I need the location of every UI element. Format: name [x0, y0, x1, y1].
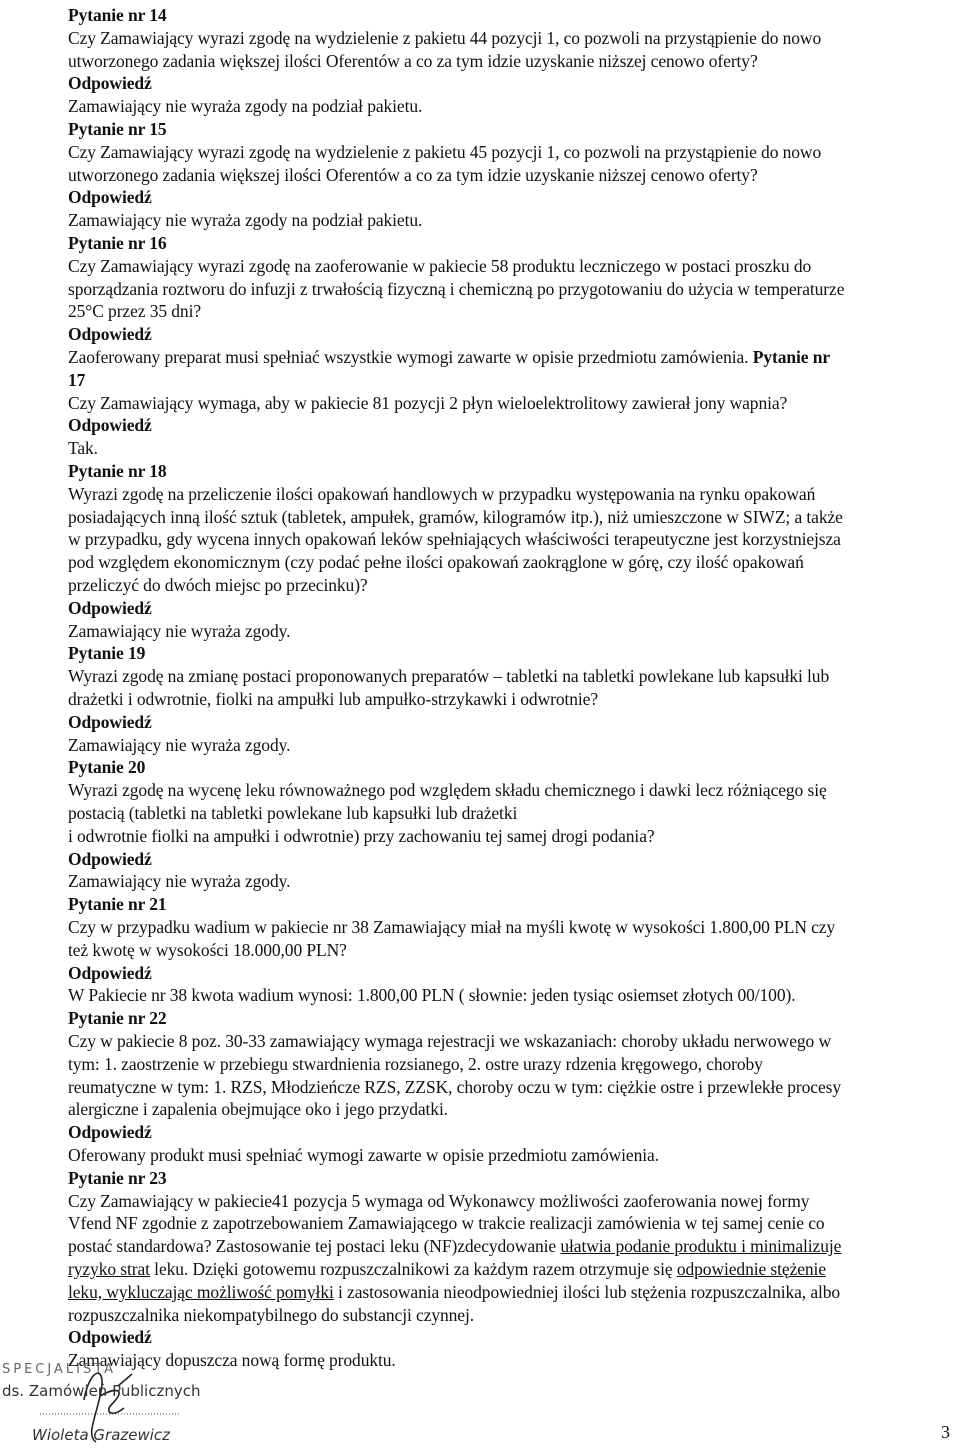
line-text: Odpowiedź [68, 711, 152, 732]
line-text: postać standardowa? Zastosowanie tej postaci leku (NF)zdecydowanie [68, 1236, 561, 1257]
stamp-subtitle: ds. Zamówień Publicznych [2, 1382, 201, 1400]
text-line [68, 551, 804, 573]
line-text: Pytanie nr 21 [68, 894, 167, 915]
inline-heading: Pytanie nr [748, 347, 830, 367]
line-text: Zaoferowany preparat musi spełniać wszystkie wymogi zawarte w opisie przedmiotu zamówienia. [68, 347, 749, 367]
text-line [68, 209, 422, 231]
line-text: w przypadku, gdy wycena innych opakowań leków spełniających właściwości terapeutyczne jest korzystniejsza [68, 529, 841, 550]
text-line [68, 392, 787, 414]
text-line [68, 27, 821, 49]
text-line [68, 620, 290, 642]
line-text: Oferowany produkt musi spełniać wymogi zawarte w opisie przedmiotu zamówienia. [68, 1145, 659, 1165]
heading-line [68, 756, 145, 778]
line-text: Czy Zamawiający wyrazi zgodę na wydzielenie z pakietu 45 pozycji 1, co pozwoli na przystąpienie do nowo [68, 141, 822, 162]
line-text: Odpowiedź [68, 597, 152, 618]
text-line [68, 164, 758, 186]
line-text: Zamawiający nie wyraża zgody na podział pakietu. [68, 96, 423, 117]
text-line [68, 50, 758, 72]
text-line [68, 1190, 809, 1212]
line-text: leku. Dzięki gotowemu rozpuszczalnikowi za każdym razem otrzymuje się [149, 1259, 677, 1279]
line-text: tym: 1. zaostrzenie w przebiegu stwardnienia rozsianego, 2. ostre urazy rdzenia kręgowego, choroby [68, 1053, 763, 1074]
heading-line [68, 460, 167, 482]
line-text: pod względem ekonomicznym (czy podać pełne ilości opakowań zaokrąglone w górę, czy ilość opakowań [68, 552, 804, 573]
line-text: Odpowiedź [68, 1327, 152, 1348]
line-text: Zamawiający nie wyraża zgody na podział pakietu. [68, 210, 423, 231]
line-text: Pytanie nr 22 [68, 1008, 167, 1029]
line-text: Tak. [68, 438, 98, 459]
heading-line [68, 597, 152, 619]
line-text: Czy w pakiecie 8 poz. 30-33 zamawiający wymaga rejestracji we wskazaniach: choroby układu nerwowego w [68, 1031, 832, 1051]
line-text: alergiczne i zapalenia obejmujące oko i jego przydatki. [68, 1099, 448, 1120]
underlined-text: ryzyko strat [68, 1259, 150, 1279]
heading-line [68, 118, 167, 140]
text-line [68, 665, 829, 687]
line-text: Pytanie 19 [68, 643, 146, 664]
text-line [68, 483, 815, 505]
line-text: Zamawiający nie wyraża zgody. [68, 620, 291, 641]
text-line [68, 939, 347, 961]
line-text: reumatyczne w tym: 1. RZS, Młodzieńcze RZS, ZZSK, choroby oczu w tym: ciężkie ostre i przewlekłe procesy [68, 1076, 841, 1097]
line-text: Odpowiedź [68, 962, 152, 983]
heading-line [68, 72, 152, 94]
heading-line [68, 323, 152, 345]
text-line [68, 95, 422, 117]
line-text: też kwotę w wysokości 18.000,00 PLN? [68, 939, 347, 960]
underlined-text: ułatwia podanie produktu i minimalizuje [560, 1236, 842, 1257]
line-text: Odpowiedź [68, 1122, 152, 1143]
line-text: Zamawiający nie wyraża zgody. [68, 871, 291, 892]
line-text: Odpowiedź [68, 324, 152, 345]
line-text: Vfend NF zgodnie z zapotrzebowaniem Zamawiającego w trakcie realizacji zamówienia w tej samej cenie co [68, 1213, 825, 1234]
line-text: Odpowiedź [68, 73, 152, 94]
text-line [68, 346, 830, 368]
heading-line [68, 1121, 152, 1143]
heading-line [68, 414, 152, 436]
text-line [68, 1144, 659, 1166]
line-text: 25°C przez 35 dni? [68, 301, 202, 322]
underlined-text: odpowiednie stężenie [676, 1259, 826, 1279]
line-text: drażetki i odwrotnie, fiolki na ampułki lub ampułko-strzykawki i odwrotnie? [68, 689, 599, 709]
heading-line [68, 4, 167, 26]
line-text: i zastosowania nieodpowiedniej ilości lub stężenia rozpuszczalnika, albo [333, 1281, 841, 1302]
line-text: Czy Zamawiający w pakiecie41 pozycja 5 wymaga od Wykonawcy możliwości zaoferowania nowej formy [68, 1190, 810, 1211]
underlined-text: leku, wykluczając możliwość pomyłki [68, 1281, 334, 1302]
text-line [68, 802, 517, 824]
line-text: Zamawiający nie wyraża zgody. [68, 734, 291, 755]
line-text: Pytanie 20 [68, 757, 146, 778]
heading-line [68, 893, 167, 915]
heading-line [68, 1167, 167, 1189]
line-text: Pytanie nr 16 [68, 233, 167, 253]
line-text: Pytanie nr 23 [68, 1167, 167, 1188]
text-line [68, 916, 835, 938]
heading-line [68, 1326, 152, 1348]
line-text: Czy Zamawiający wyrazi zgodę na wydzielenie z pakietu 44 pozycji 1, co pozwoli na przystąpienie do nowo [68, 27, 822, 48]
text-line [68, 1030, 831, 1052]
heading-line [68, 848, 152, 870]
signature-stamp [0, 1356, 240, 1448]
heading-line [68, 232, 167, 254]
line-text: utworzonego zadania większej ilości Oferentów a co za tym idzie uzyskanie niższej cenowo oferty? [68, 164, 758, 185]
line-text: 17 [68, 369, 86, 390]
heading-line [68, 186, 152, 208]
heading-line [68, 962, 152, 984]
text-line [68, 1235, 841, 1257]
line-text: postacią (tabletki na tabletki powlekane lub kapsułki lub drażetki [68, 803, 518, 823]
text-line [68, 825, 655, 847]
text-line [68, 255, 811, 277]
text-line [68, 870, 290, 892]
text-line [68, 1098, 448, 1120]
text-line [68, 141, 821, 163]
line-text: utworzonego zadania większej ilości Oferentów a co za tym idzie uzyskanie niższej cenowo oferty? [68, 50, 758, 71]
line-text: Czy Zamawiający wyrazi zgodę na zaoferowanie w pakiecie 58 produktu leczniczego w postaci proszku do [68, 255, 812, 276]
text-line [68, 984, 795, 1006]
line-text: Czy w przypadku wadium w pakiecie nr 38 Zamawiający miał na myśli kwotę w wysokości 1.800,00 PLN czy [68, 917, 836, 937]
text-line [68, 1076, 841, 1098]
text-line [68, 779, 827, 801]
line-text: Pytanie nr 18 [68, 461, 167, 481]
heading-line [68, 711, 152, 733]
line-text: Pytanie nr 15 [68, 119, 167, 139]
line-text: Pytanie nr 14 [68, 5, 167, 25]
heading-line [68, 642, 145, 664]
text-line [68, 734, 290, 756]
stamp-title: SPECJALISTA [2, 1362, 117, 1377]
line-text: i odwrotnie fiolki na ampułki i odwrotnie) przy zachowaniu tej samej drogi podania? [68, 825, 655, 846]
text-line [68, 437, 98, 459]
text-line [68, 1281, 840, 1303]
line-text: Czy Zamawiający wymaga, aby w pakiecie 81 pozycji 2 płyn wieloelektrolitowy zawierał jony wapnia? [68, 392, 788, 413]
text-line [68, 1212, 825, 1234]
line-text: przeliczyć do dwóch miejsc po przecinku)? [68, 575, 368, 595]
text-line [68, 1258, 826, 1280]
heading-line [68, 1007, 167, 1029]
text-line [68, 574, 368, 596]
stamp-name: Wioleta Grazewicz [32, 1426, 171, 1444]
line-text: W Pakiecie nr 38 kwota wadium wynosi: 1.800,00 PLN ( słownie: jeden tysiąc osiemset złotych 00/100). [68, 985, 796, 1006]
text-line [68, 506, 843, 528]
heading-line [68, 369, 85, 391]
line-text: Odpowiedź [68, 415, 152, 436]
line-text: rozpuszczalnika niekompatybilnego do substancji czynnej. [68, 1304, 475, 1325]
line-text: Wyrazi zgodę na zmianę postaci proponowanych preparatów – tabletki na tabletki powlekane lub kapsułki lub [68, 666, 830, 687]
text-line [68, 278, 844, 300]
line-text: Odpowiedź [68, 848, 152, 869]
text-line [68, 1053, 763, 1075]
line-text: Wyrazi zgodę na przeliczenie ilości opakowań handlowych w przypadku występowania na rynku opakowań [68, 483, 816, 504]
text-line [68, 688, 598, 710]
text-line [68, 1304, 474, 1326]
line-text: Odpowiedź [68, 187, 152, 208]
line-text: Wyrazi zgodę na wycenę leku równoważnego pod względem składu chemicznego i dawki lecz różniącego się [68, 780, 827, 801]
line-text: posiadających inną ilość sztuk (tabletek, ampułek, gramów, kilogramów itp.), niż umieszczone w SIWZ; a także [68, 506, 843, 527]
page-number: 3 [941, 1422, 950, 1442]
line-text: Zamawiający dopuszcza nową formę produktu. [68, 1350, 396, 1371]
line-text: sporządzania roztworu do infuzji z trwałością fizyczną i chemiczną po przygotowaniu do użycia w temperaturze [68, 278, 845, 299]
text-line [68, 300, 201, 322]
text-line [68, 528, 841, 550]
